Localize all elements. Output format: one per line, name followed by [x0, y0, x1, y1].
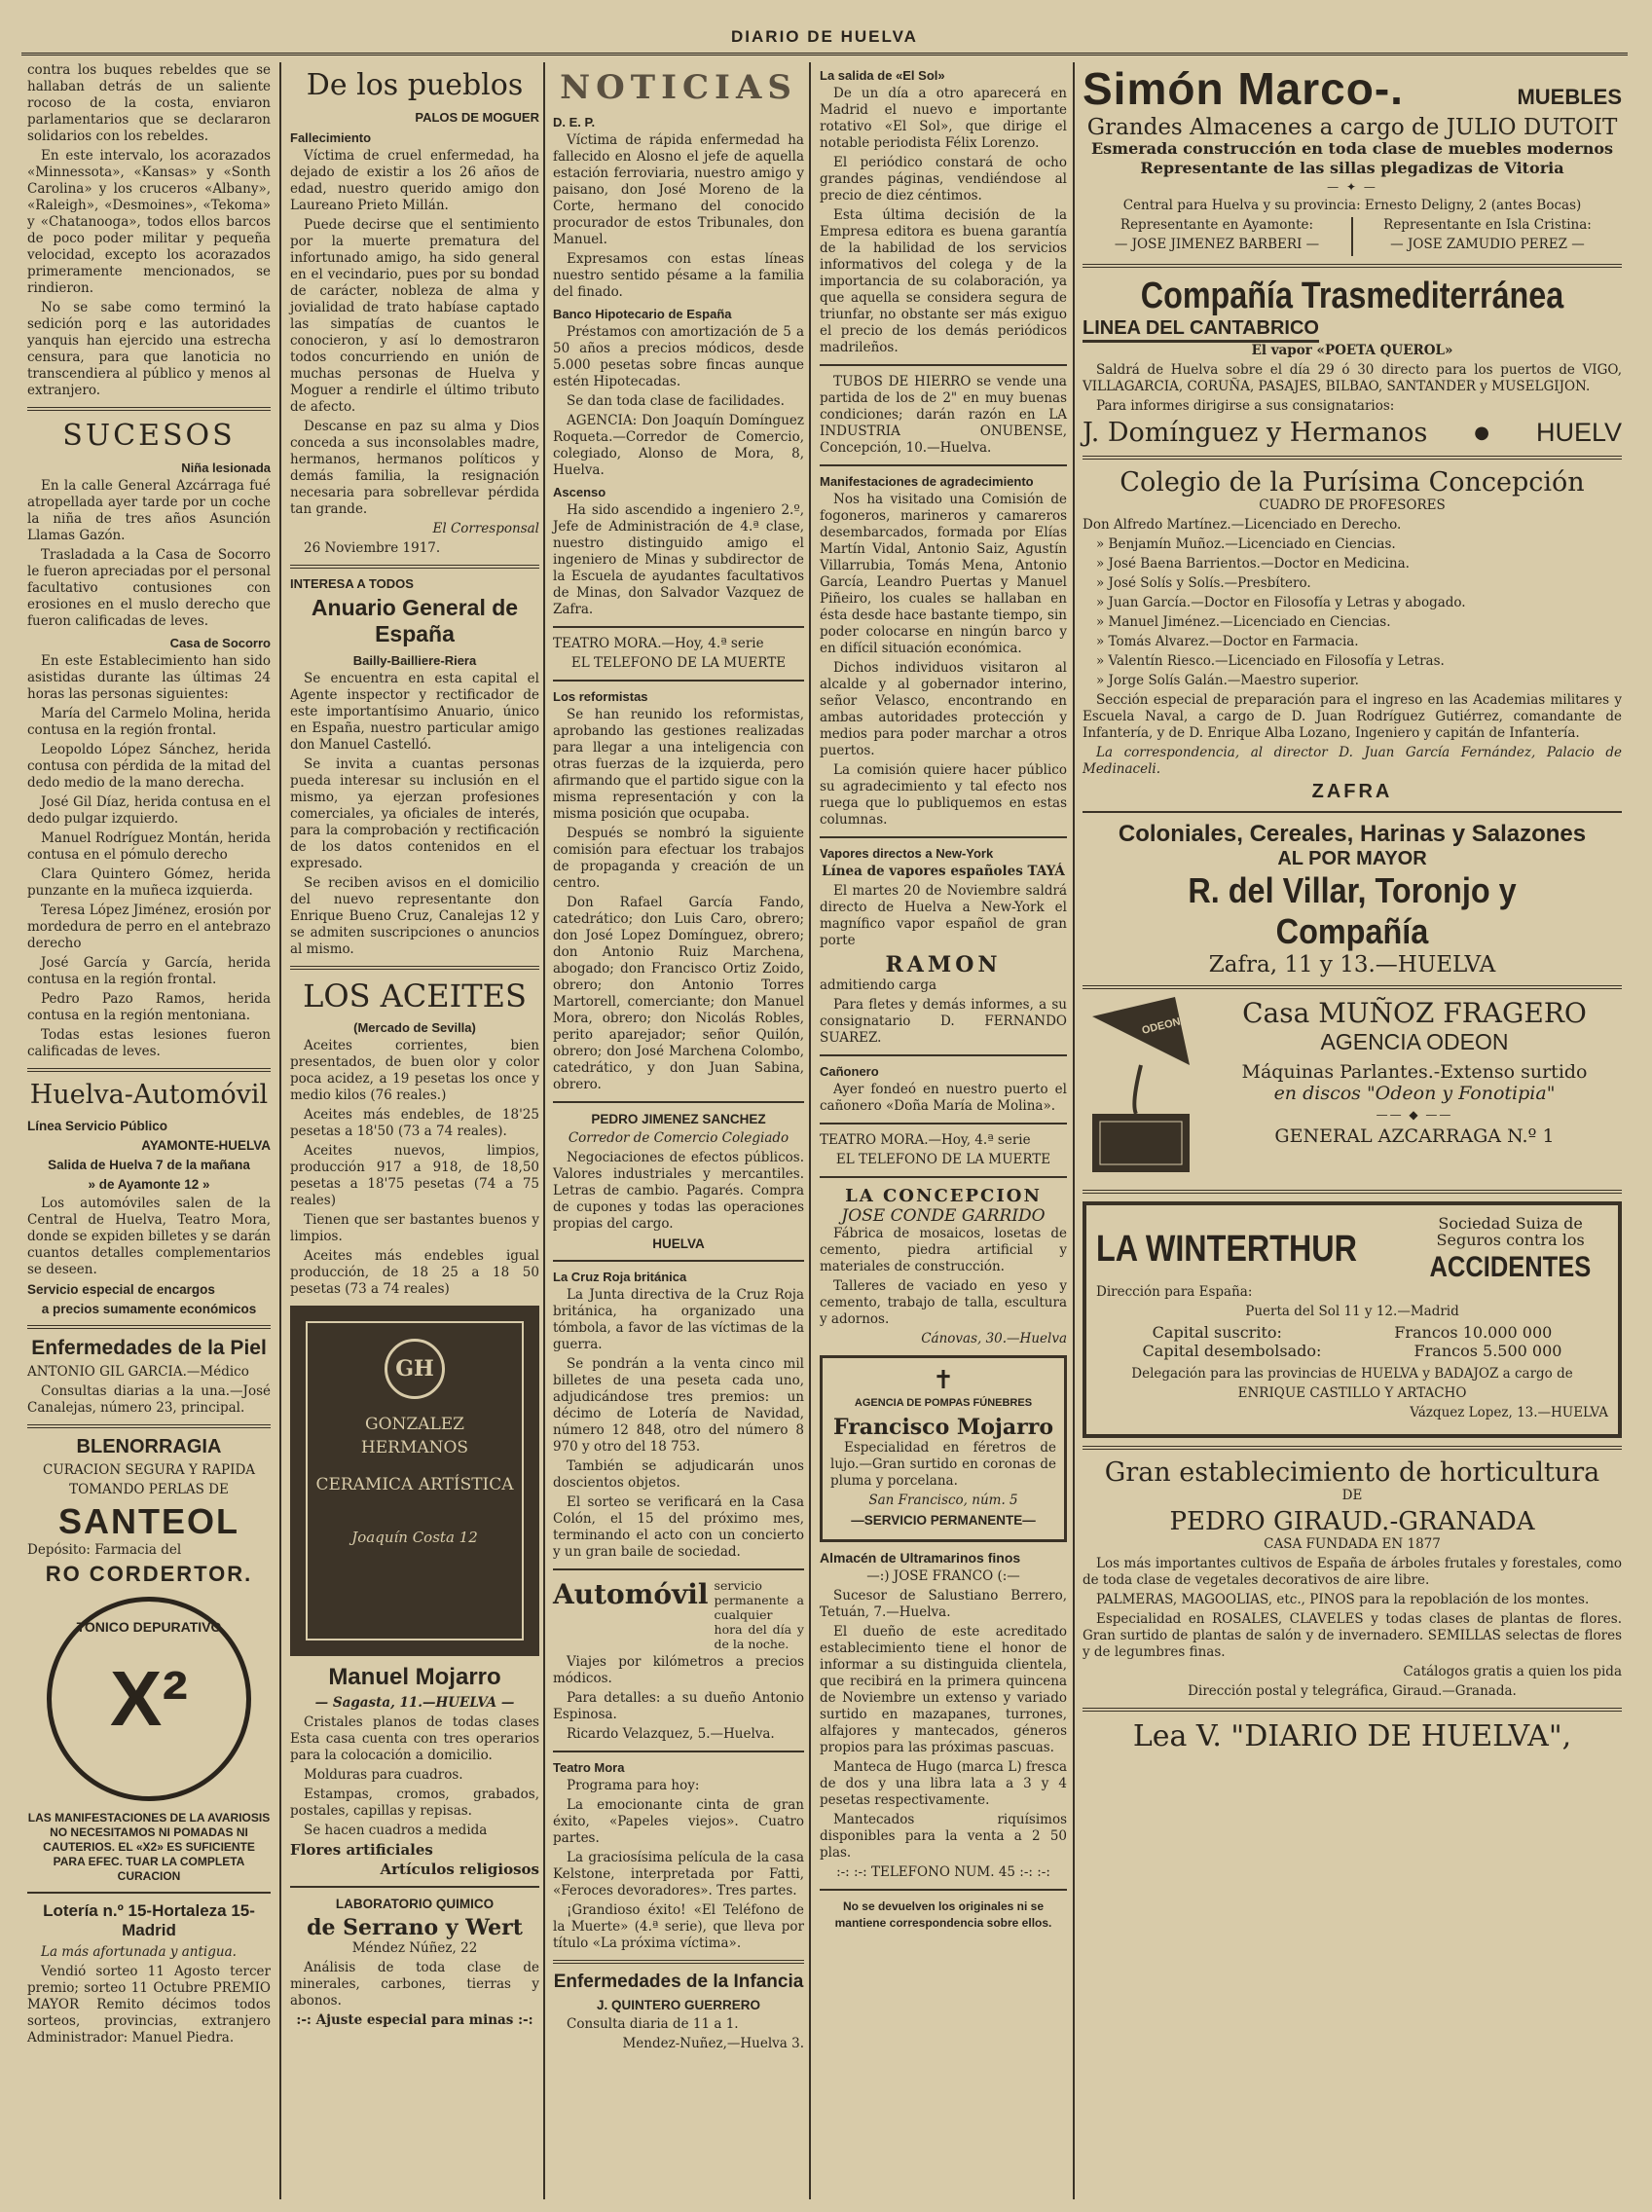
ad-text: — JOSE ZAMUDIO PEREZ —: [1390, 237, 1585, 252]
ad-text: » de Ayamonte 12 »: [88, 1177, 210, 1192]
article-subtitle: Cañonero: [820, 1064, 879, 1079]
ad-text: Para fletes y demás informes, a su consignatario D. FERNANDO SUAREZ.: [820, 997, 1067, 1046]
ad-title: Huelva-Automóvil: [29, 1080, 269, 1110]
ad-text: Esmerada construcción en toda clase de muebles modernos: [1090, 139, 1614, 158]
cross-icon: ✝: [933, 1366, 954, 1395]
ad-brand: Compañía Trasmediterránea: [1140, 276, 1564, 316]
ad-text: en discos "Odeon y Fonotipia": [1273, 1083, 1556, 1104]
ad-text: Representante en Isla Cristina:: [1383, 217, 1592, 233]
ad-text: Viajes por kilómetros a precios módicos.: [553, 1654, 804, 1686]
article-subtitle: Manifestaciones de agradecimiento: [820, 474, 1034, 489]
odeon-ad: [1083, 997, 1622, 1182]
divider: [820, 1889, 1067, 1891]
divider: [1083, 456, 1622, 460]
ad-text: Talleres de vaciado en yeso y cemento, trabajo de talla, escultura y adornos.: [820, 1278, 1067, 1327]
ad-text: Dirección para España:: [1096, 1284, 1253, 1300]
capital-row: [1096, 1342, 1608, 1360]
ad-text: — Sagasta, 11.—HUELVA —: [314, 1695, 515, 1711]
seal-text: TONICO DEPURATIVO: [76, 1619, 222, 1635]
section-title-noticias: NOTICIAS: [560, 68, 797, 107]
ad-text: Negociaciones de efectos públicos. Valores industriales y mercantiles. Letras de cambio. Pagarés. Compra de cupones y todas las operaciones propias del cargo.: [553, 1150, 804, 1232]
ad-title: LA CONCEPCION: [845, 1186, 1042, 1206]
divider: [27, 1892, 271, 1894]
article-text: TUBOS DE HIERRO se vende una partida de los de 2" en muy buenas condiciones; darán razón en LA INDUSTRIA ONUBENSE, Concepción, 10.—Huelva.: [820, 374, 1067, 456]
seal-mark: X²: [110, 1655, 188, 1742]
divider: [290, 966, 539, 970]
article-kicker: Niña lesionada: [181, 461, 271, 475]
ad-title: Lea V. "DIARIO DE HUELVA",: [1132, 1719, 1572, 1753]
ad-text: DE: [1341, 1488, 1363, 1503]
ad-text: GENERAL AZCARRAGA N.º 1: [1274, 1125, 1555, 1147]
column-2: [284, 62, 545, 2199]
rep-isla-cristina: [1353, 217, 1622, 256]
list-item: » Juan García.—Doctor en Filosofía y Letras y abogado.: [1096, 595, 1466, 610]
ad-text: Zafra, 11 y 13.—HUELVA: [1208, 952, 1496, 977]
column-4: [814, 62, 1073, 2199]
ad-text: Para informes dirigirse a sus consignatarios:: [1096, 398, 1395, 414]
ad-text: Especialidad en féretros de lujo.—Gran surtido en coronas de pluma y porcelana.: [830, 1440, 1056, 1489]
ad-text: ANTONIO GIL GARCIA.—Médico: [27, 1364, 249, 1380]
column-rule: [279, 62, 281, 2199]
ad-text: — JOSE JIMENEZ BARBERI —: [1114, 237, 1320, 252]
article-text: Todas estas lesiones fueron calificadas de leves.: [27, 1027, 271, 1059]
ad-text: Se hacen cuadros a medida: [304, 1823, 488, 1838]
ad-text: El dueño de este acreditado establecimiento tiene el honor de informar a su distinguida clientela, que recibirá en la primera quincena de Noviembre un extenso y variado surtido en mazapanes, turrones, alfajores y mantecados, géneros propios para las próximas pascuas.: [820, 1624, 1067, 1755]
divider: [1083, 811, 1622, 813]
ad-text: servicio permanente a cualquier hora del día y de la noche.: [714, 1578, 804, 1651]
ad-brand: R. del Villar, Toronjo y Compañía: [1188, 870, 1517, 951]
ad-title: JOSE CONDE GARRIDO: [841, 1206, 1046, 1226]
article-text: Víctima de cruel enfermedad, ha dejado de existir a los 26 años de edad, nuestro querido amigo don Laureano Prieto Millán.: [290, 148, 539, 213]
divider: [553, 1260, 804, 1262]
article-text: Aceites corrientes, bien presentados, de buen olor y color poca acidez, a 19 pesetas los once y medio kilos (76 reales.): [290, 1038, 539, 1103]
ad-text: Salida de Huelva 7 de la mañana: [48, 1158, 250, 1172]
ad-text: Capital desembolsado:: [1142, 1342, 1322, 1360]
ceramica-ad: [290, 1306, 539, 1656]
article-date: 26 Noviembre 1917.: [304, 540, 441, 556]
article-text: También se adjudicarán unos doscientos objetos.: [553, 1458, 804, 1491]
article-text: El periódico constará de ocho grandes páginas, vendiéndose al precio de diez céntimos.: [820, 155, 1067, 203]
consignatarios: [1083, 418, 1622, 448]
ad-text: a precios sumamente económicos: [41, 1302, 257, 1316]
divider: [27, 407, 271, 411]
ad-text: Vendió sorteo 11 Agosto tercer premio; sorteo 11 Octubre PREMIO MAYOR Remito décimos todos sorteos, provincias, extranjero Administrador: Manuel Piedra.: [27, 1964, 271, 2046]
ad-text: Francos 5.500 000: [1413, 1342, 1562, 1360]
article-subtitle: Vapores directos a New-York: [820, 846, 994, 861]
ad-text: Cristales planos de todas clases Esta casa cuenta con tres operarios para la colocación a domicilio.: [290, 1714, 539, 1763]
ad-brand: Colegio de la Purísima Concepción: [1120, 467, 1585, 498]
divider: [820, 1176, 1067, 1178]
ad-text: La correspondencia, al director D. Juan García Fernández, Palacio de Medinaceli.: [1083, 745, 1622, 777]
ad-text: LABORATORIO QUIMICO: [335, 1897, 495, 1911]
ad-brand: PEDRO GIRAUD.-GRANADA: [1169, 1507, 1535, 1536]
ad-title: Enfermedades de la Piel: [31, 1337, 267, 1359]
list-item: Clara Quintero Gómez, herida punzante en la muñeca izquierda.: [27, 866, 271, 899]
article-text: Don Rafael García Fando, catedrático; don Luis Caro, obrero; don José Lopez Domínguez, obrero; don Antonio Ruiz Marchena, abogado; don Francisco Ortiz Zoido, obrero; don Antonio Torres Martorell, comerciante; don Manuel Mora, obrero; don Nicolás Robles, perito aparejador; señor Quilón, obrero; don José Marchena Colombo, catedrático, y don Juan Sabina, obrero.: [553, 895, 804, 1092]
article-text: Se pondrán a la venta cinco mil billetes de una peseta cada uno, adjudicándose tres premios: un décimo de Lotería de Navidad, número 12 848, otro del número 8 970 y otro del 18 753.: [553, 1356, 804, 1455]
list-item: » Tomás Alvarez.—Doctor en Farmacia.: [1096, 634, 1359, 649]
divider: [553, 1568, 804, 1570]
list-item: Pedro Pazo Ramos, herida contusa en la región mentoniana.: [27, 991, 271, 1023]
section-title: De los pueblos: [306, 68, 524, 102]
ad-text: :-: Ajuste especial para minas :-:: [296, 2012, 533, 2028]
ad-title: Automóvil: [553, 1578, 709, 1610]
divider: [27, 1424, 271, 1428]
x2-seal-logo: [47, 1597, 251, 1801]
divider: [553, 1751, 804, 1752]
ad-text: Consulta diaria de 11 a 1.: [567, 2016, 739, 2032]
column-3: [547, 62, 810, 2199]
ad-text: Especialidad en ROSALES, CLAVELES y todas clases de plantas de flores. Gran surtido de plantas de salón y de invernadero. SEMILLAS selectas de flores y de legumbres finas.: [1083, 1611, 1622, 1660]
article-text: contra los buques rebeldes que se hallaban detrás de un saliente rocoso de la costa, enviaron parlamentarios que se declararon solidarios con los rebeldes.: [27, 62, 271, 144]
ad-text: PALMERAS, MAGOOLIAS, etc., PINOS para la repoblación de los montes.: [1096, 1592, 1590, 1607]
divider: [820, 364, 1067, 366]
ad-text: Consultas diarias a la una.—José Canalejas, número 23, principal.: [27, 1383, 271, 1416]
article-kicker: Casa de Socorro: [169, 636, 271, 650]
ad-title: ACCIDENTES: [1429, 1251, 1592, 1283]
article-text: Expresamos con estas líneas nuestro sentido pésame a la familia del finado.: [553, 251, 804, 300]
article-kicker: PALOS DE MOGUER: [415, 110, 539, 125]
ad-text: Delegación para las provincias de HUELVA y BADAJOZ a cargo de: [1131, 1366, 1573, 1382]
ad-brand: SANTEOL: [57, 1501, 239, 1541]
ad-text: La más afortunada y antigua.: [41, 1944, 237, 1960]
ad-text: Análisis de toda clase de minerales, carbones, tierras y abonos.: [290, 1960, 539, 2009]
winterthur-tagline: [1413, 1215, 1608, 1284]
article-subtitle: Los reformistas: [553, 689, 648, 704]
ad-brand: RAMON: [885, 952, 1002, 977]
article-text: La comisión quiere hacer público su agradecimiento y tal efecto nos ruega que lo publiquemos en estas columnas.: [820, 762, 1067, 828]
ad-text: El martes 20 de Noviembre saldrá directo de Huelva a New-York el magnífico vapor español de gran porte: [820, 883, 1067, 948]
article-text: Nos ha visitado una Comisión de fogoneros, marineros y camareros desembarcados, formada por Elías Martín Vidal, Antonio Saiz, Agustín Villarrubia, Tomás Mena, Antonio García, Leandro Puertas y Manuel Piñeiro, los cuales se hallaban en ésta desde hace bastante tiempo, sin poder colocarse en ningún barco y en difícil situación económica.: [820, 492, 1067, 656]
list-item: Don Alfredo Martínez.—Licenciado en Derecho.: [1083, 517, 1402, 533]
ad-text: Grandes Almacenes a cargo de JULIO DUTOIT: [1086, 115, 1618, 140]
article-text: Aceites nuevos, limpios, producción 917 a 918, de 18,50 pesetas a 18'75 pesetas (74 a 75 reales): [290, 1143, 539, 1208]
ad-text: Joaquín Costa 12: [351, 1529, 478, 1546]
article-title: LOS ACEITES: [303, 977, 527, 1014]
ad-text: Servicio especial de encargos: [27, 1282, 215, 1297]
ad-title: Almacén de Ultramarinos finos: [820, 1550, 1021, 1566]
editorial-note: No se devuelven los originales ni se mantiene correspondencia sobre ellos.: [834, 1899, 1052, 1930]
divider: [553, 626, 804, 628]
column-5: [1077, 62, 1628, 2199]
divider: [27, 1068, 271, 1072]
ad-automovil: [553, 1578, 804, 1654]
list-item: Teresa López Jiménez, erosión por mordedura de perro en el antebrazo derecho: [27, 903, 271, 951]
ad-text: Capital suscrito:: [1152, 1323, 1282, 1342]
ad-title: PEDRO JIMENEZ SANCHEZ: [591, 1112, 766, 1126]
bullet-icon: ●: [1474, 423, 1490, 443]
monogram-icon: GH: [385, 1339, 445, 1399]
list-item: José García y García, herida contusa en la región frontal.: [27, 955, 271, 987]
article-subtitle: Fallecimiento: [290, 130, 372, 145]
article-text: Se reciben avisos en el domicilio del nuevo representante don Enrique Bueno Cruz, Canalejas 12 y se admiten suscripciones o anuncios al mismo.: [290, 875, 539, 957]
list-item: » Valentín Riesco.—Licenciado en Filosofía y Letras.: [1096, 653, 1445, 669]
article-text: En este Establecimiento han sido asistidas durante las últimas 24 horas las personas siguientes:: [27, 653, 271, 702]
article-text: En la calle General Azcárraga fué atropellada ayer tarde por un coche la niña de tres años Asunción Llamas Gazón.: [27, 478, 271, 543]
ad-title: Lotería n.º 15-Hortaleza 15-Madrid: [43, 1901, 255, 1939]
ad-text: Sucesor de Salustiano Berrero, Tetuán, 7.—Huelva.: [820, 1588, 1067, 1620]
ad-subtitle: ZAFRA: [1311, 781, 1393, 802]
article-text: El sorteo se verificará en la Casa Colón, el 15 del próximo mes, terminando el acto con un concierto y un gran baile de sociedad.: [553, 1494, 804, 1560]
article-text: La emocionante cinta de gran éxito, «Papeles viejos». Cuatro partes.: [553, 1797, 804, 1846]
article-text: Después se nombró la siguiente comisión para efectuar los trabajos de propaganda y creación de un centro.: [553, 826, 804, 891]
list-item: José Gil Díaz, herida contusa en el dedo pulgar izquierdo.: [27, 794, 271, 827]
ad-text: Saldrá de Huelva sobre el día 29 ó 30 directo para los puertos de VIGO, VILLAGARCIA, CORUÑA, PASAJES, BILBAO, SANTANDER y MUSELGIJON.: [1083, 362, 1622, 394]
article-subtitle: Teatro Mora: [553, 1760, 625, 1775]
ad-text: Máquinas Parlantes.-Extenso surtido: [1241, 1061, 1588, 1083]
divider: [553, 1101, 804, 1103]
article-text: Dichos individuos visitaron al alcalde y al gobernador interino, señor Velasco, encontrando en ambas autoridades protección y medios para poder marchar a otros puertos.: [820, 660, 1067, 758]
divider: [820, 1054, 1067, 1056]
masthead-title: DIARIO DE HUELVA: [731, 27, 918, 46]
ad-text: —:) JOSE FRANCO (:—: [866, 1568, 1020, 1584]
divider: [1083, 264, 1622, 268]
ad-title: Enfermedades de la Infancia: [553, 1972, 804, 1992]
ad-text: Dirección postal y telegráfica, Giraud.—Granada.: [1188, 1683, 1517, 1699]
simon-marco-ad: [1083, 62, 1622, 115]
article-text: Se dan toda clase de facilidades.: [567, 393, 785, 409]
ad-text: Línea de vapores españoles TAYÁ: [822, 864, 1065, 879]
divider: [1083, 1446, 1622, 1450]
article-subtitle: D. E. P.: [553, 115, 596, 129]
ad-text: Sección especial de preparación para el ingreso en las Academias militares y Escuela Naval, a cargo de D. Juan Rodríguez Gutiérrez, comandante de Infantería, y de D. Enrique Alba Lozano, Ingeniero y capitán de Infantería.: [1083, 692, 1622, 741]
article-text: Préstamos con amortización de 5 a 50 años a precios módicos, desde 5.000 pesetas sobre fincas aunque estén Hipotecadas.: [553, 324, 804, 389]
article-subtitle: (Mercado de Sevilla): [353, 1020, 476, 1035]
list-item: » Jorge Solís Galán.—Maestro superior.: [1096, 673, 1359, 688]
article-signature: El Corresponsal: [432, 521, 539, 536]
masthead: [21, 27, 1628, 55]
article-text: Puede decirse que el sentimiento por la muerte prematura del infortunado amigo, ha sido general en el vecindario, pues por su bondad de carácter, nobleza de alma y jovialidad de trato habíase captado las simpatías de cuantos le conocieron, y así lo demostraron todos concurriendo en unión de muchas personas de Huelva y Moguer a rendirle el último tributo de afecto.: [290, 217, 539, 415]
list-item: » José Solís y Solís.—Presbítero.: [1096, 575, 1311, 591]
ad-text: Manteca de Hugo (marca L) fresca de dos y una libra lata a 3 y 4 pesetas respectivamente.: [820, 1759, 1067, 1808]
ad-text: Puerta del Sol 11 y 12.—Madrid: [1245, 1304, 1459, 1319]
ad-frame: [306, 1321, 524, 1641]
divider: [820, 836, 1067, 838]
ad-text: CUADRO DE PROFESORES: [1259, 498, 1446, 513]
ad-title: Manuel Mojarro: [328, 1664, 501, 1690]
ad-text: San Francisco, núm. 5: [868, 1493, 1018, 1508]
article-text: AGENCIA: Don Joaquín Domínguez Roqueta.—Corredor de Comercio, colegiado, Alonso de Mora, 8, Huelva.: [553, 413, 804, 478]
ad-text: Flores artificiales: [290, 1841, 433, 1859]
ad-text: Fábrica de mosaicos, losetas de cemento, piedra artificial y materiales de construcción.: [820, 1226, 1067, 1274]
ad-text: AL POR MAYOR: [1277, 848, 1427, 869]
divider: [1083, 1190, 1622, 1194]
article-text: No se sabe como terminó la sedición porq e las autoridades yanquis han ejercido una estrecha censura, para que lanoticia no transcendiera al público y menos al extranjero.: [27, 300, 271, 398]
rep-ayamonte: [1083, 217, 1353, 256]
ad-text: CASA FUNDADA EN 1877: [1264, 1536, 1441, 1552]
divider: [1083, 1708, 1622, 1712]
ad-text: Para detalles: a su dueño Antonio Espinosa.: [553, 1690, 804, 1722]
ad-text: HUELV: [1535, 418, 1622, 447]
ad-text: Estampas, cromos, grabados, postales, capillas y repisas.: [290, 1787, 539, 1819]
capital-row: [1096, 1323, 1608, 1342]
article-text: ¡Grandioso éxito! «El Teléfono de la Muerte» (4.ª serie), que lleva por título «La próxima víctima».: [553, 1902, 804, 1951]
article-subtitle: Ascenso: [553, 485, 606, 499]
ad-text: Central para Huelva y su provincia: Ernesto Deligny, 2 (antes Bocas): [1122, 198, 1582, 213]
ad-text: J. Domínguez y Hermanos: [1083, 418, 1428, 448]
article-text: Aceites más endebles igual producción, de 18 25 a 18 50 pesetas (73 a 74 reales): [290, 1248, 539, 1297]
article-subtitle: La salida de «El Sol»: [820, 68, 945, 83]
ad-text: AYAMONTE-HUELVA: [141, 1138, 271, 1153]
column-rule: [1073, 62, 1075, 2199]
article-kicker: INTERESA A TODOS: [290, 576, 414, 591]
list-item: » Manuel Jiménez.—Licenciado en Ciencias.: [1096, 614, 1391, 630]
ad-text: CERAMICA ARTÍSTICA: [315, 1475, 514, 1494]
ad-text: Vázquez Lopez, 13.—HUELVA: [1410, 1405, 1608, 1420]
ad-text: Línea Servicio Público: [27, 1119, 168, 1133]
article-subtitle: La Cruz Roja británica: [553, 1270, 687, 1284]
article-text: EL TELEFONO DE LA MUERTE: [570, 655, 787, 671]
divider: [820, 464, 1067, 466]
ad-title: Francisco Mojarro: [832, 1415, 1054, 1440]
ad-title: LINEA DEL CANTABRICO: [1083, 317, 1319, 343]
article-text: En este intervalo, los acorazados «Minnessota», «Kansas» y «Sonth Carolina» y los cruceros «Albany», «Raleigh», «Desmoines», «Tekoma» y «Chatanooga», todos ellos barcos de poco poder militar y pequeña velocidad, excepto los acorazados primeramente mencionados, se rindieron.: [27, 148, 271, 296]
list-item: María del Carmelo Molina, herida contusa en la región frontal.: [27, 706, 271, 738]
ad-text: Francos 10.000 000: [1394, 1323, 1553, 1342]
ad-title: AGENCIA ODEON: [1320, 1029, 1509, 1054]
winterthur-header: [1096, 1215, 1608, 1284]
ad-brand: Casa MUÑOZ FRAGERO: [1242, 997, 1587, 1029]
ad-text: —SERVICIO PERMANENTE—: [851, 1513, 1036, 1528]
article-text: La graciosísima película de la casa Kelstone, interpretada por Fatti, «Feroces devoradores». Tres partes.: [553, 1850, 804, 1899]
article-text: De un día a otro aparecerá en Madrid el nuevo e importante rotativo «El Sol», que dirige el notable periodista Félix Lorenzo.: [820, 86, 1067, 151]
article-subtitle: Bailly-Bailliere-Riera: [352, 653, 477, 668]
divider: [290, 565, 539, 569]
article-text: Trasladada a la Casa de Socorro le fueron apreciadas por el personal facultativo contusiones con erosiones en el muslo derecho que fueron calificadas de leves.: [27, 547, 271, 629]
ad-text: CURACION SEGURA Y RAPIDA: [42, 1462, 256, 1478]
article-text: Se invita a cuantas personas pueda interesar su inclusión en el mismo, ya ejerzan profesiones comerciales, ya oficiales de interés, para la comprobación y rectificación de los datos contenidos en el expresado.: [290, 756, 539, 871]
article-text: Víctima de rápida enfermedad ha fallecido en Alosno el jefe de aquella estación ferroviaria, nuestro amigo y paisano, don José Moreno de la Corte, hermano del conocido procurador de estos Tribunales, don Manuel.: [553, 132, 804, 247]
ad-text: Mendez-Nuñez,—Huelva 3.: [622, 2036, 804, 2051]
gramophone-brand: ODEON: [1140, 1015, 1182, 1037]
ad-brand: RO CORDERTOR.: [45, 1562, 253, 1586]
article-text: Programa para hoy:: [567, 1778, 700, 1793]
ad-text: Molduras para cuadros.: [304, 1767, 463, 1783]
article-text: Descanse en paz su alma y Dios conceda a sus inconsolables madre, hermanos, hermanos políticos y demás familia, la resignación necesaria para sobrellevar pérdida tan grande.: [290, 419, 539, 517]
ad-title: BLENORRAGIA: [76, 1436, 222, 1457]
article-text: Esta última decisión de la Empresa editora es buena garantía de la habilidad de los servicios informativos del colega y de la importancia de su colaboración, ya que aquella se considera segura de triunfar, no obstante ser más exiguo el precio de los demás periódicos madrileños.: [820, 207, 1067, 355]
divider: [1083, 985, 1622, 989]
divider: [290, 1886, 539, 1888]
article-text: Ayer fondeó en nuestro puerto el cañonero «Doña María de Molina».: [820, 1082, 1067, 1114]
divider: [553, 1960, 804, 1964]
ad-text: Cánovas, 30.—Huelva: [921, 1331, 1067, 1346]
ad-text: Ricardo Velazquez, 5.—Huelva.: [567, 1726, 775, 1742]
divider: [27, 1325, 271, 1329]
article-text: Se encuentra en esta capital el Agente inspector y rectificador de este importantísimo Anuario, único en España, nuestro particular amigo don Manuel Castelló.: [290, 671, 539, 753]
ad-text: ENRIQUE CASTILLO Y ARTACHO: [1237, 1385, 1467, 1401]
ad-text: TOMANDO PERLAS DE: [69, 1482, 229, 1497]
ad-text: GONZALEZ HERMANOS: [360, 1415, 469, 1457]
ad-text: LAS MANIFESTACIONES DE LA AVARIOSIS NO NECESITAMOS NI POMADAS NI CAUTERIOS. EL «X2» ES SUFICIENTE PARA EFEC. TUAR LA COMPLETA CURACION: [27, 1811, 271, 1883]
list-item: » Benjamín Muñoz.—Licenciado en Ciencias.: [1096, 536, 1396, 552]
article-text: Ha sido ascendido a ingeniero 2.º, Jefe de Administración de 4.ª clase, nuestro distinguido amigo el ingeniero de Minas y subdirector de la Escuela de ayudantes facultativos de Minas, don Salvador Vazquez de Zafra.: [553, 502, 804, 617]
article-subtitle: Banco Hipotecario de España: [553, 307, 732, 321]
ad-text: MUEBLES: [1517, 85, 1622, 109]
ad-text: Méndez Núñez, 22: [351, 1940, 478, 1956]
ad-text: admitiendo carga: [820, 977, 937, 993]
ad-text: Artículos religiosos: [380, 1861, 539, 1878]
divider: [820, 1123, 1067, 1124]
ornament-divider: —— ◆ ——: [1376, 1108, 1453, 1122]
ad-title: de Serrano y Wert: [307, 1915, 523, 1940]
ad-text: Los más importantes cultivos de España de árboles frutales y forestales, como de toda clase de vegetales decorativos de aire libre.: [1083, 1556, 1622, 1588]
ad-text: J. QUINTERO GUERRERO: [596, 1998, 761, 2012]
odeon-text: [1207, 997, 1622, 1182]
ad-text: El vapor «POETA QUEROL»: [1251, 343, 1453, 358]
article-text: TEATRO MORA.—Hoy, 4.ª serie: [553, 636, 764, 651]
article-text: Tienen que ser bastantes buenos y limpios.: [290, 1212, 539, 1244]
representatives: [1083, 217, 1622, 256]
article-title: Anuario General de España: [311, 595, 519, 646]
list-item: Manuel Rodríguez Montán, herida contusa en el pómulo derecho: [27, 830, 271, 863]
article-text: EL TELEFONO DE LA MUERTE: [835, 1152, 1051, 1167]
ad-text: Los automóviles salen de la Central de Huelva, Teatro Mora, donde se expiden billetes y se darán cuantos detalles complementarios se deseen.: [27, 1196, 271, 1277]
ad-text: Catálogos gratis a quien los pida: [1403, 1664, 1622, 1679]
article-text: La Junta directiva de la Cruz Roja británica, ha organizado una tómbola, a favor de las víctimas de la guerra.: [553, 1287, 804, 1352]
ad-text: Mantecados riquísimos disponibles para la venta a 2 50 plas.: [820, 1812, 1067, 1861]
gramophone-icon: [1083, 997, 1199, 1182]
article-text: Se han reunido los reformistas, aprobando las gestiones realizadas para llegar a una inteligencia con otras fuerzas de la izquierda, pero afirmando que el partido sigue con la misma representación y con la misma posición que ocupaba.: [553, 707, 804, 822]
winterthur-ad: [1083, 1201, 1622, 1438]
funeral-ad: [820, 1355, 1067, 1542]
ad-text: HUELVA: [652, 1236, 705, 1251]
section-title-sucesos: SUCESOS: [62, 419, 236, 453]
ad-text: Sociedad Suiza de Seguros contra los: [1436, 1214, 1585, 1249]
ad-title: Gran establecimiento de horticultura: [1104, 1457, 1600, 1488]
divider: [553, 680, 804, 682]
ad-brand: Simón Marco-.: [1083, 63, 1404, 114]
ad-text: Representante de las sillas plegadizas de Vitoria: [1140, 159, 1564, 177]
ad-title: Coloniales, Cereales, Harinas y Salazones: [1118, 821, 1587, 847]
ad-text: Depósito: Farmacia del: [27, 1542, 182, 1558]
ad-brand: LA WINTERTHUR: [1096, 1229, 1357, 1270]
ornament-divider: — ✦ —: [1327, 180, 1377, 194]
ad-text: AGENCIA DE POMPAS FÚNEBRES: [854, 1397, 1033, 1409]
ad-text: :-: :-: TELEFONO NUM. 45 :-: :-:: [836, 1864, 1050, 1880]
column-1: [21, 62, 276, 2199]
list-item: » José Baena Barrientos.—Doctor en Medicina.: [1096, 556, 1410, 571]
article-text: TEATRO MORA.—Hoy, 4.ª serie: [820, 1132, 1031, 1148]
ad-text: Corredor de Comercio Colegiado: [568, 1130, 789, 1146]
article-text: Aceites más endebles, de 18'25 pesetas a 18'50 (73 a 74 reales).: [290, 1107, 539, 1139]
ad-text: Representante en Ayamonte:: [1120, 217, 1314, 233]
list-item: Leopoldo López Sánchez, herida contusa con pérdida de la mitad del dedo medio de la mano derecha.: [27, 742, 271, 791]
